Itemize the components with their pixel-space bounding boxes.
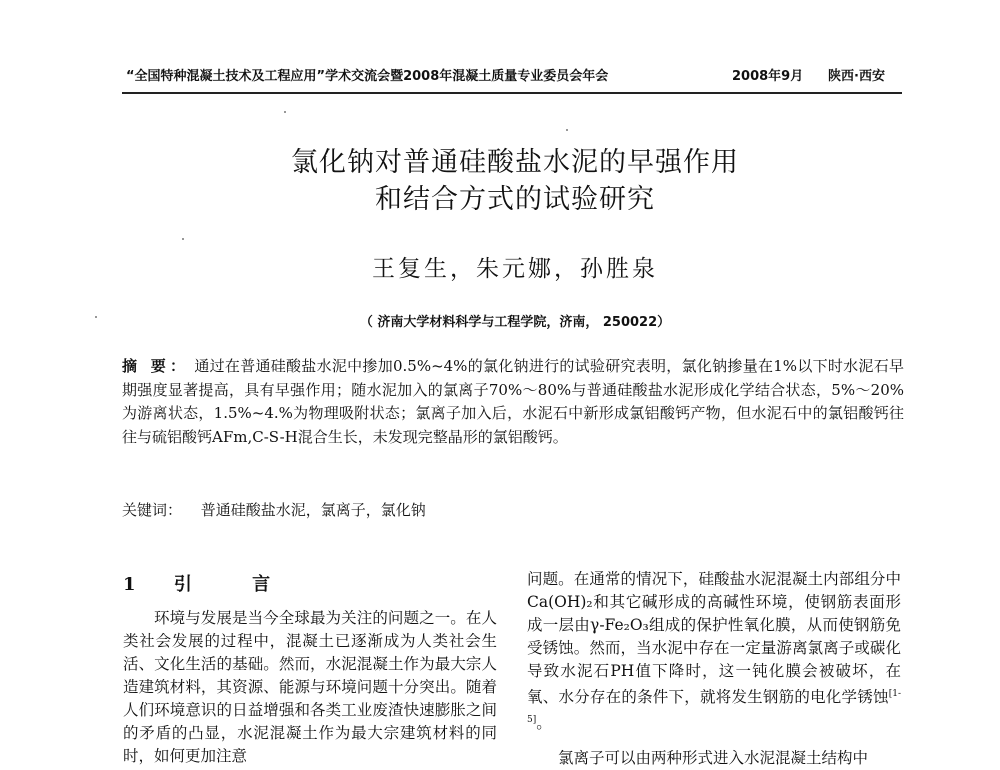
right-column [527,568,901,770]
section-title-part2: 言 [252,574,272,595]
scan-speck [566,129,568,131]
right-paragraph-1 [527,568,901,735]
section-heading-introduction [123,570,271,596]
right-paragraph-1-end: 。 [536,714,552,733]
scan-speck [284,111,286,113]
citation: [1-5] [527,689,901,726]
left-paragraph: 环境与发展是当今全球最为关注的问题之一。在人类社会发展的过程中，混凝土已逐渐成为人类社会生活、文化生活的基础。然而，水泥混凝土作为最大宗人造建筑材料，其资源、能源与环境问题十分突出。随着人们环境意识的日益增强和各类工业废渣快速膨胀之间的矛盾的凸显，水泥混凝土作为最大宗建筑材料的同时，如何更加注意 [123,609,497,765]
abstract [122,355,904,449]
abstract-label: 摘 要： [122,357,190,375]
abstract-text: 通过在普通硅酸盐水泥中掺加0.5%~4%的氯化钠进行的试验研究表明，氯化钠掺量在1%以下时水泥石早期强度显著提高，具有早强作用；随水泥加入的氯离子70%～80%与普通硅酸盐水泥形成化学结合状态，5%～20%为游离状态，1.5%~4.%为物理吸附状态；氯离子加入后，水泥石中新形成氯铝酸钙产物，但水泥石中的氯铝酸钙往往与硫铝酸钙AFm,C-S-H混合生长，未发现完整晶形的氯铝酸钙。 [122,357,904,446]
title-line-2: 和结合方式的试验研究 [375,184,655,215]
section-number: 1 [123,574,137,595]
affiliation: （ 济南大学材料科学与工程学院，济南， 250022） [359,315,671,330]
header-date: 2008年9月 [732,69,804,84]
left-column [123,607,497,768]
running-header [122,66,902,94]
authors: 王复生，朱元娜，孙胜泉 [372,256,658,282]
keywords [122,499,904,520]
paper-title [0,144,1000,218]
section-title-part1: 引 [173,574,193,595]
scan-speck [182,238,184,240]
header-location: 陕西·西安 [828,69,885,84]
header-conference: “全国特种混凝土技术及工程应用”学术交流会暨2008年混凝土质量专业委员会年会 [126,69,609,84]
title-line-1: 氯化钠对普通硅酸盐水泥的早强作用 [291,147,739,178]
scan-speck [95,316,97,318]
keywords-label: 关键词： [122,501,183,519]
right-paragraph-2: 氯离子可以由两种形式进入水泥混凝土结构中 [558,749,869,768]
right-paragraph-1-text: 问题。在通常的情况下，硅酸盐水泥混凝土内部组分中Ca(OH)₂和其它碱形成的高碱性环境，使钢筋表面形成一层由γ-Fe₂O₃组成的保护性氧化膜，从而使钢筋免受锈蚀。然而，当水泥中存在一定量游离氯离子或碳化导致水泥石PH值下降时，这一钝化膜会被破坏，在氧、水分存在的条件下，就将发生钢筋的电化学锈蚀 [527,570,901,707]
keywords-text: 普通硅酸盐水泥，氯离子，氯化钠 [200,501,426,519]
